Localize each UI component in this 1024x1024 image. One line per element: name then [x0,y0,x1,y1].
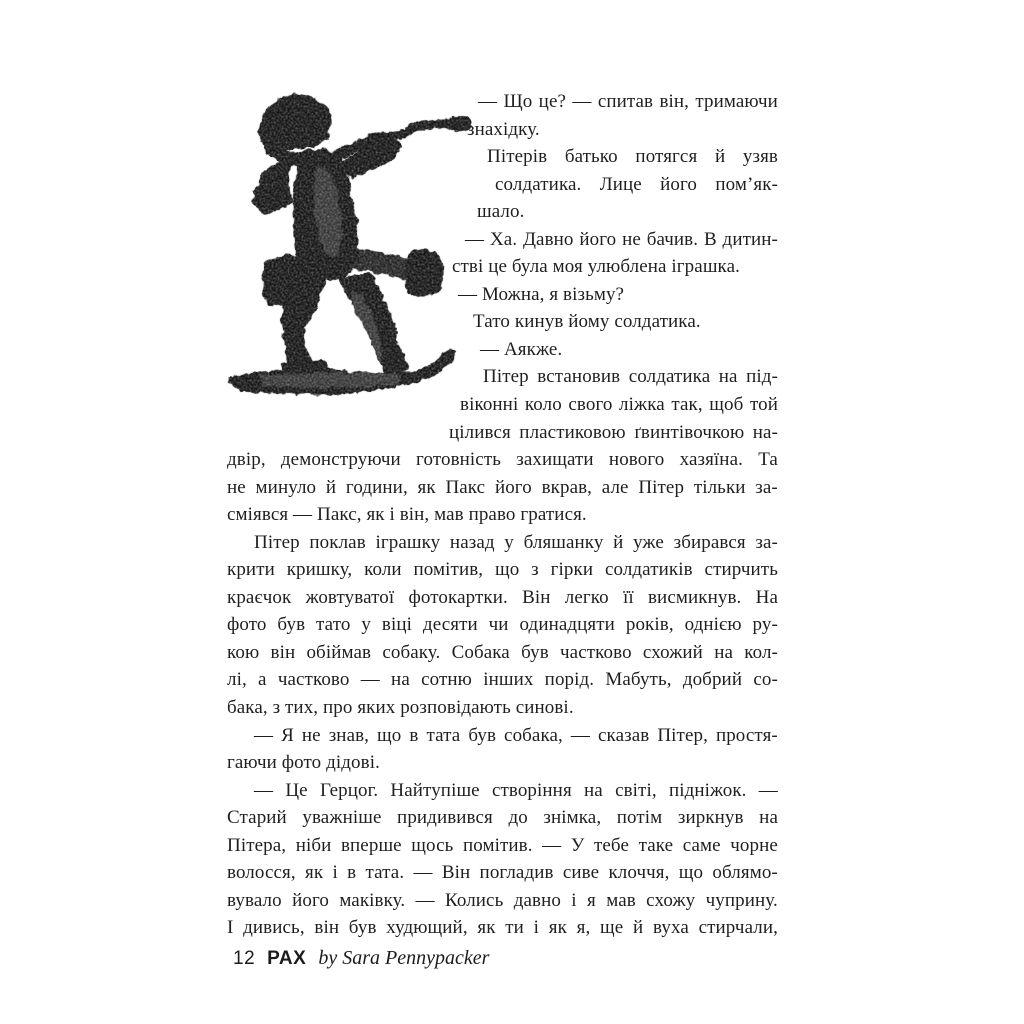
text-line: — Що це? — спитав він, тримаючи [478,91,778,112]
text-line: бака, з тих, про яких розповідають синові. [227,697,574,719]
text-line: цілився пластиковою ґвинтівочкою на- [449,421,778,443]
text-line: лі, а частково — на сотню інших порід. Мабуть, добрий со- [227,669,778,691]
text-line: шало. [477,201,525,223]
book-author-byline: by Sara Pennypacker [318,947,490,969]
text-line: Тато кинув йому солдатика. [473,311,701,333]
text-line: сміявся — Пакс, як і він, мав право гратися. [227,504,587,526]
text-line: стві це була моя улюблена іграшка. [452,256,740,278]
text-line: волосся, як і в тата. — Він погладив сиве клоччя, що облямо- [227,862,778,884]
text-line: Пітер поклав іграшку назад у бляшанку й уже збирався за- [254,531,778,553]
text-line: Старий уважніше придивився до знімка, потім зиркнув на [227,807,778,829]
text-line: віконні коло свого ліжка так, щоб той [460,394,778,416]
text-line: І дивись, він був худющий, як ти і як я, ще й вуха стирчали, [227,917,778,939]
page-footer [233,947,489,970]
text-line: крити кришку, коли помітив, що з гірки солдатиків стирчить [227,559,778,581]
text-line: Пітер встановив солдатика на під- [483,366,778,388]
text-line: — Ха. Давно його не бачив. В дитин- [465,228,778,250]
text-line: фото був тато у віці десяти чи одинадцяти років, однією ру- [227,614,778,636]
text-line: Пітерів батько потягся й узяв [487,146,778,168]
text-line: солдатика. Лице його пом’як- [495,173,778,195]
text-line: не минуло й години, як Пакс його вкрав, але Пітер тільки за- [227,476,778,498]
text-line: — Аякже. [480,338,563,360]
text-line: вувало його маківку. — Колись давно і я мав схожу чуприну. [227,889,778,911]
text-line: гаючи фото дідові. [227,752,380,774]
text-line: Пітера, ніби вперше щось помітив. — У тебе таке саме чорне [227,834,778,856]
text-line: двір, демонструючи готовність захищати нового хазяїна. Та [227,449,778,471]
page-number: 12 [233,948,256,969]
text-line: — Можна, я візьму? [458,283,625,305]
book-title: PAX [267,948,307,969]
text-line: краєчок жовтуватої фотокартки. Він легко її висмикнув. На [227,586,778,608]
text-line: кою він обіймав собаку. Собака був частково схожий на кол- [227,641,778,663]
text-line: знахідку. [467,118,540,140]
body-text [227,88,778,942]
text-line: — Це Герцог. Найтупіше створіння на світі, підніжок. — [254,779,778,801]
text-line: — Я не знав, що в тата був собака, — сказав Пітер, простя- [254,724,778,746]
